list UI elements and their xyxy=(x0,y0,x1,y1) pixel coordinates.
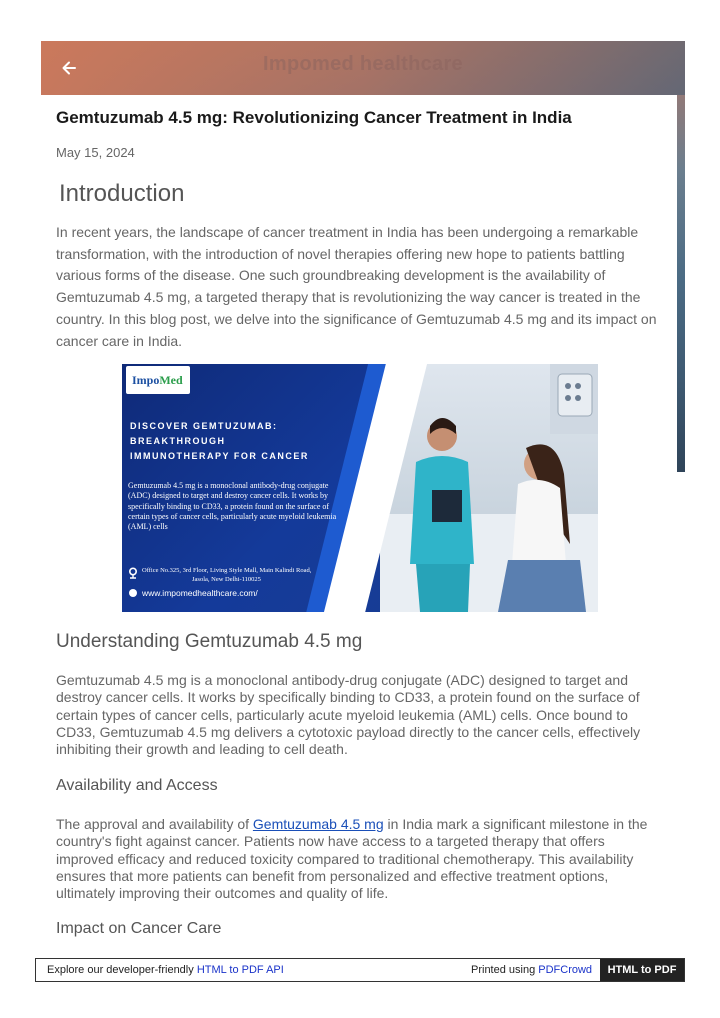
footer-mid-text xyxy=(471,964,592,976)
impomed-logo: ImpoMed xyxy=(126,366,190,394)
availability-text-before: The approval and availability of xyxy=(56,816,253,832)
pdfcrowd-link[interactable]: PDFCrowd xyxy=(538,964,593,976)
availability-paragraph xyxy=(56,816,662,902)
app-title: Impomed healthcare xyxy=(263,53,463,75)
understanding-paragraph: Gemtuzumab 4.5 mg is a monoclonal antibody-drug conjugate (ADC) designed to target and destroy cancer cells. It works by specifically binding to CD33, a protein found on the surface of certain types of cancer cells, particularly acute myeloid leukemia (AML) cells. Once bound to CD33, Gemtuzumab 4.5 mg delivers a cytotoxic payload directly to the cancer cells, effectively inhibiting their growth and leading to cell death. xyxy=(56,672,641,758)
html-to-pdf-button[interactable]: HTML to PDF xyxy=(600,959,684,981)
impact-heading: Impact on Cancer Care xyxy=(56,920,222,937)
understanding-heading: Understanding Gemtuzumab 4.5 mg xyxy=(56,631,363,652)
banner-address-line-1: Office No.325, 3rd Floor, Living Style Mall, Main Kalindi Road, xyxy=(142,567,312,574)
availability-heading: Availability and Access xyxy=(56,777,218,794)
post-date: May 15, 2024 xyxy=(56,145,135,160)
footer-mid-label: Printed using xyxy=(471,964,539,976)
banner-address xyxy=(142,566,362,584)
footer-left-label: Explore our developer-friendly xyxy=(47,964,197,976)
intro-heading: Introduction xyxy=(59,180,185,207)
availability-text-after: in India mark a significant milestone in the country's fight against cancer. Patients now have access to a targeted therapy that offers improved efficacy and reduced toxicity compared to traditional chemotherapy. This availability ensures that more patients can benefit from personalized and effective treatment options, ultimately improving their outcomes and quality of life. xyxy=(56,816,648,902)
location-pin-icon xyxy=(128,567,138,579)
promo-banner-image xyxy=(122,364,598,612)
footer-left-text xyxy=(47,964,284,976)
html-to-pdf-api-link[interactable]: HTML to PDF API xyxy=(196,964,284,976)
pdfcrowd-footer xyxy=(35,958,685,982)
banner-headline-line-2: BREAKTHROUGH xyxy=(130,436,226,446)
post-title: Gemtuzumab 4.5 mg: Revolutionizing Cancer Treatment in India xyxy=(56,108,572,127)
banner-headline-line-3: IMMUNOTHERAPY FOR CANCER xyxy=(130,451,309,461)
gemtuzumab-link[interactable]: Gemtuzumab 4.5 mg xyxy=(252,816,384,832)
banner-address-line-2: Jasola, New Delhi-110025 xyxy=(192,576,261,583)
banner-headline xyxy=(130,419,330,464)
globe-icon xyxy=(129,589,137,597)
banner-description: Gemtuzumab 4.5 mg is a monoclonal antibody-drug conjugate (ADC) designed to target and destroy cancer cells. It works by specifically binding to CD33, a protein found on the surface of certain types of cancer cells, particularly acute myeloid leukemia (AML) cells xyxy=(128,481,337,532)
banner-headline-line-1: DISCOVER GEMTUZUMAB: xyxy=(130,421,278,431)
intro-paragraph: In recent years, the landscape of cancer treatment in India has been undergoing a remarkable transformation, with the introduction of novel therapies offering new hope to patients battling various forms of the disease. One such groundbreaking development is the availability of Gemtuzumab 4.5 mg, a targeted therapy that is revolutionizing the way cancer is treated in the country. In this blog post, we delve into the significance of Gemtuzumab 4.5 mg and its impact on cancer care in India. xyxy=(56,224,657,349)
app-bar xyxy=(41,41,685,95)
banner-website: www.impomedhealthcare.com/ xyxy=(142,588,258,598)
